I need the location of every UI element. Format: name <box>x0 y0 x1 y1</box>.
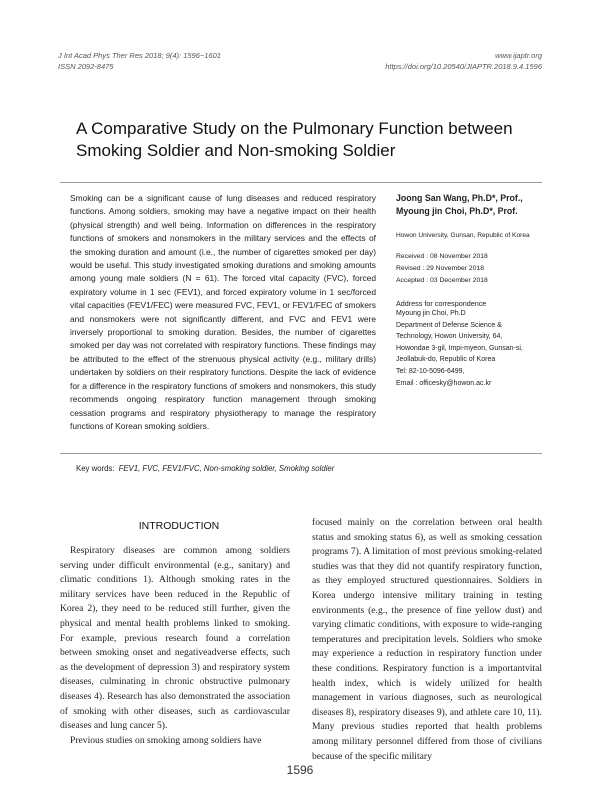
affiliation: Howon University, Gunsan, Republic of Korea <box>396 232 530 239</box>
journal-reference: J Int Acad Phys Ther Res 2018; 9(4): 1596~1601 <box>58 51 221 60</box>
article-dates <box>396 251 546 287</box>
doi-link[interactable]: https://doi.org/10.20540/JIAPTR.2018.9.4.1596 <box>385 62 542 71</box>
keywords-value: FEV1, FVC, FEV1/FVC, Non-smoking soldier, Smoking soldier <box>118 464 335 473</box>
intro-paragraph-1: Respiratory diseases are common among soldiers serving under difficult environmental (e.g., sanitary) and climatic conditions 1). Although smoking rates in the military services have been reduced in the Republic of Korea 2), they need to be reduced still further, given the physical and mental health problems linked to smoking. For example, previous research found a correlation between smoking onset and negativeadverse effects, such as the development of depression 3) and respiratory system diseases, culminating in chronic obstructive pulmonary diseases 4). Research has also demonstrated the association of smoking with other diseases, such as cardiovascular diseases and lung cancer 5). <box>60 545 290 732</box>
introduction-left-column <box>60 544 290 748</box>
keywords-label: Key words: <box>76 464 115 473</box>
intro-paragraph-2: Previous studies on smoking among soldiers have <box>70 734 262 746</box>
page-number: 1596 <box>286 763 314 777</box>
author-line-1: Joong San Wang, Ph.D*, Prof., <box>396 193 523 203</box>
correspondence-line: Department of Defense Science & <box>396 321 502 329</box>
correspondence-line: Tel: 82-10-5096-6499, <box>396 367 465 375</box>
article-info-sidebar <box>396 192 546 389</box>
journal-header-left <box>58 50 221 72</box>
keywords <box>76 464 334 473</box>
issn: ISSN 2092-8475 <box>58 62 114 71</box>
correspondence-heading: Address for correspondence <box>396 299 487 308</box>
website-link[interactable]: www.ijaptr.org <box>495 51 542 60</box>
received-date: Received : 08 November 2018 <box>396 253 488 260</box>
revised-date: Revised : 29 November 2018 <box>396 265 485 272</box>
accepted-date: Accepted : 03 December 2018 <box>396 277 488 284</box>
correspondence-line: Myoung jin Choi, Ph.D <box>396 310 466 317</box>
article-title: A Comparative Study on the Pulmonary Function between Smoking Soldier and Non-smoking Soldier <box>76 119 513 160</box>
correspondence-line: Technology, Howon University, 64, <box>396 333 503 341</box>
author-line-2: Myoung jin Choi, Ph.D*, Prof. <box>396 206 518 216</box>
introduction-right-column <box>312 516 542 764</box>
correspondence-line: Jeollabuk-do, Republic of Korea <box>396 356 496 364</box>
correspondence-details <box>396 308 546 389</box>
abstract-text: Smoking can be a significant cause of lung diseases and reduced respiratory functions. Among soldiers, smoking may have a negative impact on their health (physical strength) and well being. Information on differences in the respiratory functions of smokers and nonsmokers in the military services and the effects of the smoking duration and amount (i.e., the number of cigarettes smoked per day) would be useful. This study investigated smoking durations and smoking amounts among young male soldiers (N = 61). The forced vital capacity (FVC), forced expiratory volume in 1 sec (FEV1), and forced expiratory volume in 1 sec/forced vital capacities (FEV1/FEC) were measured FVC, FEV1, or FEV1/FEC of smokers and nonsmokers were not significantly different, and FVC and FEV1 were inversely proportional to smoking duration. Besides, the number of cigarettes smoked per day was not correlated with respiratory functions. These findings may be attributed to the effect of the strenuous physical activity (e.g., military drills) undertaken by soldiers on their respiratory functions. Despite the lack of evidence for a difference in the respiratory functions of smokers and nonsmokers, this study recommends ongoing respiratory function management through smoking cessation programs and respiratory physiotherapy to manage the respiratory functions of Korean smoking soldiers. <box>70 193 376 431</box>
correspondence-email[interactable]: Email : officesky@howon.ac.kr <box>396 379 492 387</box>
journal-header-right <box>385 50 542 72</box>
correspondence-line: Howondae 3-gil, Impi-myeon, Gunsan-si, <box>396 344 523 352</box>
intro-paragraph-continued: focused mainly on the correlation between oral health status and smoking status 6), as well as smoking cessation programs 7). A limitation of most previous smoking-related studies was that they did not quantify respiratory function, as they employed structured questionnaires. Soldiers in Korea undergo intensive military training in testing environments (e.g., the presence of fine yellow dust) and varying climatic conditions, with exposure to wide-ranging temperatures and precipitation levels. Soldiers who smoke may experience a reduction in respiratory function under these conditions. Respiratory function is a importantvital health index, which is widely utilized for health management in various diagnoses, such as neurological diseases 8), respiratory diseases 9), and athlete care 10, 11). Many previous studies reported that health problems among military personnel differed from those of civilians because of the specific military <box>312 517 542 762</box>
authors <box>396 192 546 218</box>
section-heading-introduction: INTRODUCTION <box>138 520 220 532</box>
